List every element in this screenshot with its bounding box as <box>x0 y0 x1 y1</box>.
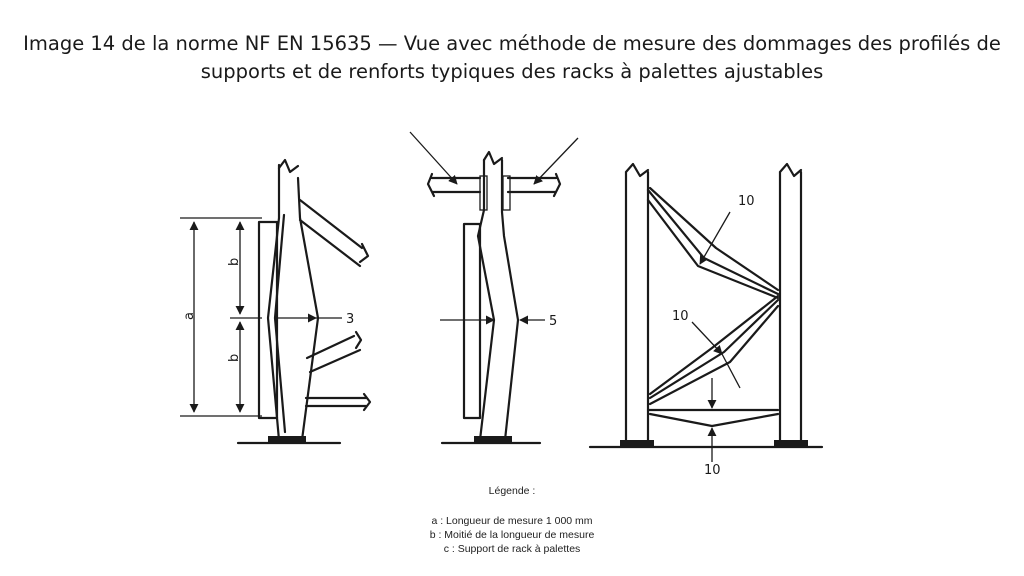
legend-item-a: a : Longueur de mesure 1 000 mm <box>431 515 593 527</box>
beam-left <box>428 174 480 196</box>
legend-heading: Légende : <box>488 485 536 497</box>
bracing-top <box>300 200 368 266</box>
label-b-top: b <box>227 257 242 266</box>
upright-right-edge <box>298 178 318 440</box>
break-mark-top <box>279 160 298 172</box>
upright-with-beams-view <box>410 132 578 443</box>
horizontal-brace <box>648 410 778 426</box>
label-a: a <box>182 312 197 320</box>
legend-item-c: c : Support de rack à palettes <box>443 543 581 555</box>
frame-upright-left <box>626 164 648 444</box>
base-plate-right <box>774 440 808 446</box>
diagonal-lower-edge-a <box>650 300 778 398</box>
label-dim-10-bottom: 10 <box>704 463 721 478</box>
title-line-1: Image 14 de la norme NF EN 15635 — Vue avec méthode de mesure des dommages des profilés de <box>23 32 1001 55</box>
pointer-c-left <box>410 132 457 184</box>
label-dim-5: 5 <box>549 314 558 329</box>
straight-edge-ruler-middle <box>464 224 480 418</box>
dimension-10-mid <box>692 322 722 354</box>
base-plate <box>268 436 306 442</box>
label-dim-10-mid: 10 <box>672 309 689 324</box>
break-mark-middle <box>484 152 502 164</box>
frame-bracing-view <box>590 164 822 478</box>
label-dim-3: 3 <box>346 312 355 327</box>
label-b-bottom: b <box>227 353 242 362</box>
base-plate-middle <box>474 436 512 442</box>
upright-bending-view <box>180 160 370 443</box>
base-plate-left <box>620 440 654 446</box>
beam-right <box>508 174 560 196</box>
legend-item-b: b : Moitié de la longueur de mesure <box>429 529 595 541</box>
frame-upright-right <box>780 164 801 444</box>
title-line-2: supports et de renforts typiques des racks à palettes ajustables <box>200 60 824 83</box>
bracing-bottom <box>306 394 370 410</box>
label-dim-10-top: 10 <box>738 194 755 209</box>
diagonal-lower-edge-b <box>650 306 778 404</box>
